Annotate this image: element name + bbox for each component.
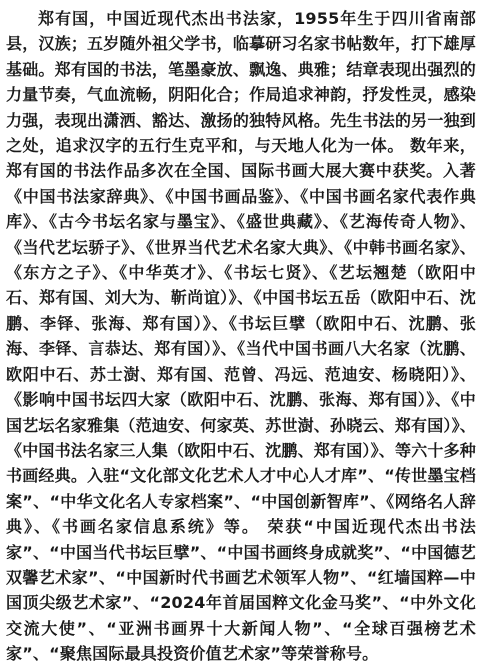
biography-paragraph: 郑有国，中国近现代杰出书法家，1955年生于四川省南部县，汉族；五岁随外祖父学书，临摹研习名家书帖数年，打下雄厚基础。郑有国的书法，笔墨豪放、飘逸、典雅；结章表现出强烈的力量节奏，气血流畅，阴阳化合；作局追求神韵，抒发性灵，感染力强，表现出潇洒、豁达、激扬的独特风格。先生书法的另一独到之处，追求汉字的五行生克平和，与天地人化为一体。 数年来，郑有国的书法作品多次在全国、国际书画大展大赛中获奖。入著《中国书法家辞典》、《中国书画品鉴》、《中国书画名家代表作典库》、《古今书坛名家与墨宝》、《盛世典藏》、《艺海传奇人物》、《当代艺坛骄子》、《世界当代艺术名家大典》、《中韩书画名家》、《东方之子》、《中华英才》、《书坛七贤》、《艺坛翘楚（欧阳中石、郑有国、刘大为、靳尚谊）》、《中国书坛五岳（欧阳中石、沈鹏、李铎、张海、郑有国）》、《书坛巨擘（欧阳中石、沈鹏、张海、李铎、言恭达、郑有国）》、《当代中国书画八大名家（沈鹏、欧阳中石、苏士澍、郑有国、范曾、冯远、范迪安、杨晓阳）》、《影响中国书坛四大家（欧阳中石、沈鹏、张海、郑有国）》、《中国艺坛名家雅集（范迪安、何家英、苏世澍、孙晓云、郑有国）》、《中国书法名家三人集（欧阳中石、沈鹏、郑有国）》、等六十多种书画经典。入驻“文化部文化艺术人才中心人才库”、“传世墨宝档案”、“中华文化名人专家档案”、“中国创新智库”、《网络名人辞典》、《书画名家信息系统》等。 荣获“中国近现代杰出书法家”、“中国当代书坛巨擘”、“中国书画终身成就奖”、“中国德艺双馨艺术家”、“中国新时代书画艺术领军人物”、“红墙国粹—中国顶尖级艺术家”、“2024年首届国粹文化金马奖”、“中外文化交流大使”、“亚洲书画界十大新闻人物”、“全球百强榜艺术家”、“聚焦国际最具投资价值艺术家”等荣誉称号。 xyxy=(6,9,477,664)
